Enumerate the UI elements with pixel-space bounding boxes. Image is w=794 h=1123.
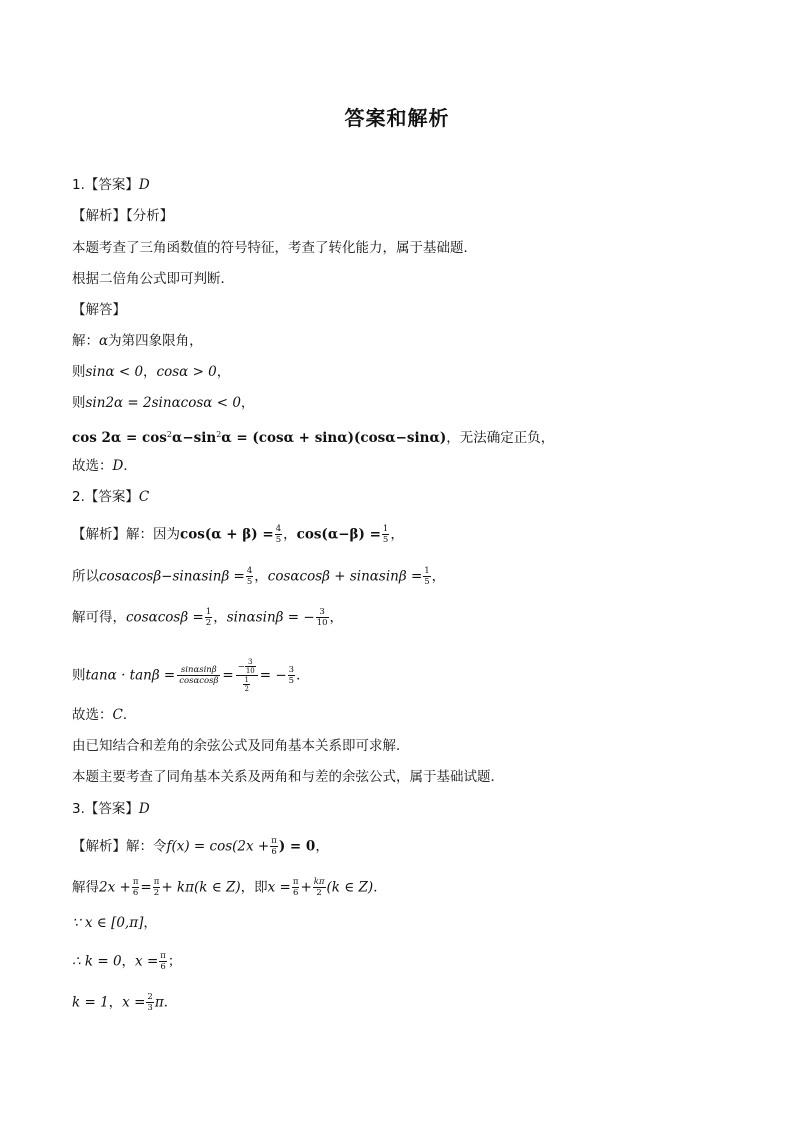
q2-choose-answer: C xyxy=(112,707,123,723)
q2-l4-nested-top-frac xyxy=(245,658,256,675)
q3-l2-frac1 xyxy=(132,877,140,898)
q3-line5 xyxy=(72,992,177,1013)
q1-answer-line xyxy=(72,175,150,195)
q1-sol3-math: sin2α = 2sinαcosα < 0 xyxy=(85,395,241,411)
page-title: 答案和解析 xyxy=(344,106,450,130)
q2-l3-f1-den: 2 xyxy=(205,618,212,628)
q3-l1-math-a: f(x) = cos(2x + xyxy=(166,838,270,855)
q2-l4-f-num: 3 xyxy=(288,665,295,675)
q3-l2-f4-num: kπ xyxy=(313,877,325,887)
q2-l1-f2-num: 1 xyxy=(382,524,389,534)
q2-l3-f1-num: 1 xyxy=(205,607,212,617)
q3-l2-f3-num: π xyxy=(292,877,299,887)
q1-analysis-line1: 本题考查了三角函数值的符号特征，考查了转化能力，属于基础题． xyxy=(72,240,477,256)
q1-answer-tag: 【答案】 xyxy=(84,177,139,193)
q1-sol2-sep: ， xyxy=(143,364,157,380)
q2-l2-frac1 xyxy=(246,566,253,587)
q3-line4 xyxy=(72,951,181,972)
q2-l2-f1-num: 4 xyxy=(246,566,253,576)
q3-l5-f-num: 2 xyxy=(147,992,153,1002)
q3-l5-math-c: π xyxy=(154,994,164,1011)
q1-sol1-alpha: α xyxy=(99,333,109,349)
q2-l4-nested-bot-den: 2 xyxy=(244,685,249,693)
q1-sol2-math-a: sinα < 0 xyxy=(85,364,144,380)
q1-sol1-prefix: 解： xyxy=(72,333,99,349)
q2-l2-sep: ， xyxy=(254,568,268,585)
q1-analysis-tag: 【解析】【分析】 xyxy=(72,208,174,224)
q3-l2-prefix: 解得 xyxy=(72,879,99,896)
q1-sol4-a: cos 2α = cos xyxy=(72,430,167,446)
q2-choose-line xyxy=(72,705,136,725)
q3-l2-frac4 xyxy=(313,877,326,898)
q3-l5-f-den: 3 xyxy=(147,1003,153,1013)
q2-l1-tag: 【解析】解：因为 xyxy=(72,526,180,543)
q2-l3-frac2 xyxy=(316,607,329,628)
q3-l4-f-num: π xyxy=(160,951,166,961)
q1-sol1-rest: 为第四象限角， xyxy=(108,333,203,349)
q1-sol4-sup1: 2 xyxy=(166,430,172,439)
q2-answer-tag: 【答案】 xyxy=(84,489,139,505)
q1-sol4-end: ，无法确定正负， xyxy=(446,430,555,446)
q2-l4-eq: = xyxy=(222,667,234,684)
q2-l3-f2-den: 10 xyxy=(316,618,328,628)
q3-l2-math-b: + kπ(k ∈ Z) xyxy=(161,879,241,896)
q1-sol3-prefix: 则 xyxy=(72,395,86,411)
q1-solution-line3 xyxy=(72,393,254,413)
q3-l2-f2-num: π xyxy=(153,877,160,887)
q2-l2-f1-den: 5 xyxy=(246,577,253,587)
q2-l3-end: ， xyxy=(329,609,344,626)
q3-l5-math-b: x = xyxy=(122,994,146,1011)
q2-l4-nested-top-den: 10 xyxy=(245,667,255,675)
q2-l4-nested-top xyxy=(236,658,258,676)
q3-l4-end: ； xyxy=(167,953,182,970)
q2-answer-line xyxy=(72,487,149,507)
q2-l3-sep: ， xyxy=(213,609,227,626)
q2-choose-prefix: 故选： xyxy=(72,707,113,723)
q2-line4 xyxy=(72,658,310,693)
q2-l3-math-b: sinαsinβ = − xyxy=(226,609,315,626)
q1-sol2-prefix: 则 xyxy=(72,364,86,380)
q2-answer: C xyxy=(138,489,150,505)
q2-line1 xyxy=(72,524,404,545)
q2-number: 2. xyxy=(72,489,85,505)
q3-l2-frac3 xyxy=(292,877,300,898)
q2-l4-math: tanα · tanβ = xyxy=(85,667,176,684)
q2-l1-math-b: cos(α−β) = xyxy=(296,526,381,543)
q3-answer-line xyxy=(72,799,150,819)
q3-answer: D xyxy=(138,801,150,817)
q2-l2-f2-den: 5 xyxy=(424,577,430,587)
q3-l2-f1-den: 6 xyxy=(132,888,139,898)
q2-l2-math-b: cosαcosβ + sinαsinβ = xyxy=(267,568,423,585)
q3-l5-frac xyxy=(146,992,153,1013)
q2-note2: 本题主要考查了同角基本关系及两角和与差的余弦公式，属于基础试题． xyxy=(72,769,504,785)
q1-sol2-end: ， xyxy=(216,364,231,380)
q3-l2-eq: = xyxy=(140,879,152,896)
q2-l4-nested-bot-frac xyxy=(243,676,249,693)
q2-l1-math-a: cos(α + β) = xyxy=(180,526,274,543)
q2-l4-nested-frac xyxy=(236,658,258,693)
q2-l3-prefix: 解可得， xyxy=(72,609,126,626)
q3-l1-end: ， xyxy=(315,838,329,855)
q2-l1-f2-den: 5 xyxy=(382,535,389,545)
q1-number: 1. xyxy=(72,177,85,193)
q2-l1-frac1 xyxy=(275,524,282,545)
q3-l2-f1-num: π xyxy=(132,877,139,887)
q3-l2-mid: ，即 xyxy=(240,879,268,896)
q1-sol2-math-b: cosα > 0 xyxy=(156,364,217,380)
q2-l4-frac xyxy=(288,665,295,686)
q1-choose-line xyxy=(72,456,137,476)
q1-answer: D xyxy=(138,177,150,193)
q2-l1-frac2 xyxy=(382,524,389,545)
q2-l3-math-a: cosαcosβ = xyxy=(126,609,204,626)
q1-solution-line1 xyxy=(72,331,203,351)
q2-l3-f2-num: 3 xyxy=(316,607,329,618)
q2-l1-f1-den: 5 xyxy=(275,535,282,545)
q3-l1-f-num: π xyxy=(271,836,277,846)
q2-l4-big-den: cosαcosβ xyxy=(179,676,219,686)
q2-choose-end: ． xyxy=(122,707,137,723)
q2-l2-math-a: cosαcosβ−sinαsinβ = xyxy=(99,568,245,585)
q1-sol3-end: ， xyxy=(240,395,255,411)
q3-l1-frac xyxy=(270,836,278,857)
q3-l2-plus: + xyxy=(300,879,312,896)
q2-l4-nested-minus: − xyxy=(237,662,245,672)
q3-line3 xyxy=(72,913,157,933)
q3-l1-math-b: ) = 0 xyxy=(278,838,316,855)
q1-choose-end: ． xyxy=(123,458,137,474)
q2-note1: 由已知结合和差角的余弦公式及同角基本关系即可求解． xyxy=(72,738,410,754)
q3-l2-f2-den: 2 xyxy=(153,888,160,898)
q3-l2-frac2 xyxy=(153,877,161,898)
q3-l2-f3-den: 6 xyxy=(292,888,299,898)
q2-l2-f2-num: 1 xyxy=(424,566,430,576)
q3-l4-math-b: x = xyxy=(135,953,159,970)
q3-l5-end: ． xyxy=(163,994,178,1011)
q3-line1 xyxy=(72,836,329,857)
q3-l4-math-a: ∴ k = 0 xyxy=(72,953,122,970)
q3-l2-end: ． xyxy=(373,879,387,896)
q1-solution-tag: 【解答】 xyxy=(72,302,126,318)
q3-l1-f-den: 6 xyxy=(271,847,277,857)
q2-l4-prefix: 则 xyxy=(72,667,86,684)
q2-l2-frac2 xyxy=(423,566,430,587)
q3-l2-f4-den: 2 xyxy=(316,888,322,898)
q2-l3-frac1 xyxy=(205,607,212,628)
q3-l3-math: ∵ x ∈ [0,π] xyxy=(72,915,144,931)
q3-l5-sep: ， xyxy=(108,994,123,1011)
q1-solution-line2 xyxy=(72,362,230,382)
q2-l4-eq2: = − xyxy=(259,667,287,684)
q2-line2 xyxy=(72,566,445,587)
q2-l4-nested-top-num: 3 xyxy=(245,658,256,667)
q2-l1-end: ， xyxy=(390,526,404,543)
q3-line2 xyxy=(72,877,387,898)
q3-l4-f-den: 6 xyxy=(160,962,166,972)
q2-l4-nested-bot-num: 1 xyxy=(244,676,249,684)
q2-l4-big-num: sinαsinβ xyxy=(177,665,220,676)
q1-analysis-line2: 根据二倍角公式即可判断． xyxy=(72,271,234,287)
q3-l2-math-a: 2x + xyxy=(99,879,131,896)
q3-l2-math-c: x = xyxy=(267,879,291,896)
q3-l3-end: ， xyxy=(143,915,157,931)
q3-l2-math-d: (k ∈ Z) xyxy=(326,879,374,896)
q3-l4-frac xyxy=(159,951,167,972)
q1-solution-line4 xyxy=(72,425,554,448)
q1-sol4-sup2: 2 xyxy=(216,430,222,439)
q2-l4-end: ． xyxy=(296,667,310,684)
q2-l1-f1-num: 4 xyxy=(275,524,282,534)
q3-l4-sep: ， xyxy=(121,953,136,970)
q2-l2-end: ， xyxy=(431,568,446,585)
q2-line3 xyxy=(72,607,343,628)
q2-l4-f-den: 5 xyxy=(288,676,295,686)
q2-l2-prefix: 所以 xyxy=(72,568,99,585)
q2-l4-bigfrac xyxy=(177,665,220,686)
q3-number: 3. xyxy=(72,801,85,817)
q2-l1-sep: ， xyxy=(283,526,297,543)
q3-answer-tag: 【答案】 xyxy=(84,801,139,817)
q1-choose-prefix: 故选： xyxy=(72,458,113,474)
q3-l5-math-a: k = 1 xyxy=(72,994,109,1011)
q3-l1-tag: 【解析】解：令 xyxy=(72,838,167,855)
q1-sol4-c: α = (cosα + sinα)(cosα−sinα) xyxy=(221,430,447,446)
q1-sol4-b: α−sin xyxy=(171,430,217,446)
q1-choose-answer: D xyxy=(112,458,124,474)
q2-l4-nested-bottom xyxy=(236,676,258,693)
